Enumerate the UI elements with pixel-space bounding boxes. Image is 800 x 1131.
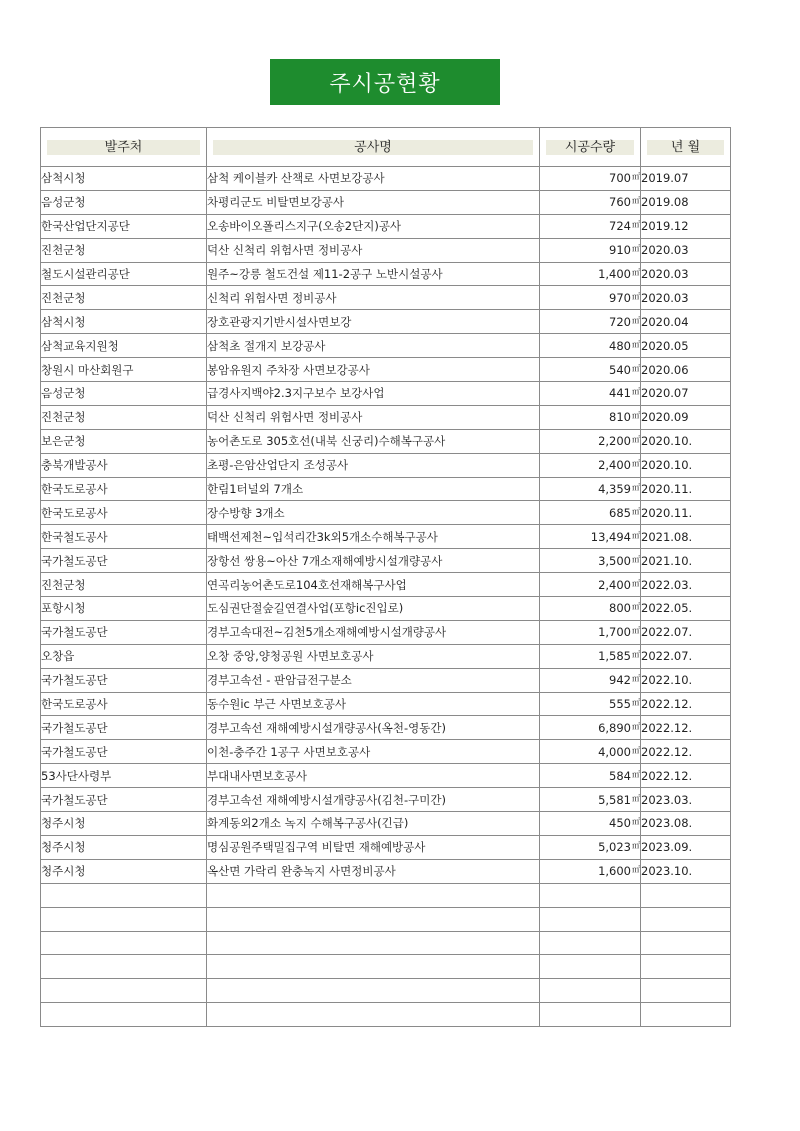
project-name-cell: 명심공원주택밀집구역 비탈면 재해예방공사: [207, 835, 540, 859]
empty-table-row: [41, 1003, 731, 1027]
client-cell: 진천군청: [41, 405, 207, 429]
client-cell: 한국도로공사: [41, 477, 207, 501]
table-row: [41, 405, 731, 429]
empty-table-row: [41, 907, 731, 931]
project-name-cell: 경부고속선 재해예방시설개량공사(김천-구미간): [207, 788, 540, 812]
client-cell: 진천군청: [41, 573, 207, 597]
client-cell: 진천군청: [41, 238, 207, 262]
quantity-value: 2,400: [598, 458, 631, 473]
quantity-cell: [540, 358, 641, 382]
project-name-cell: 장항선 쌍용~아산 7개소재해예방시설개량공사: [207, 549, 540, 573]
table-row: [41, 692, 731, 716]
table-row: [41, 573, 731, 597]
empty-cell: [207, 1003, 540, 1027]
client-cell: 한국도로공사: [41, 692, 207, 716]
project-name-cell: 초평-은암산업단지 조성공사: [207, 453, 540, 477]
client-cell: 음성군청: [41, 190, 207, 214]
quantity-unit: ㎡: [632, 602, 640, 612]
quantity-value: 1,600: [598, 864, 631, 879]
quantity-unit: ㎡: [632, 220, 640, 230]
table-row: [41, 549, 731, 573]
client-cell: 국가철도공단: [41, 549, 207, 573]
quantity-cell: [540, 477, 641, 501]
empty-cell: [41, 955, 207, 979]
quantity-cell: [540, 644, 641, 668]
quantity-value: 700: [609, 171, 631, 186]
quantity-value: 2,200: [598, 434, 631, 449]
quantity-unit: ㎡: [632, 435, 640, 445]
quantity-unit: ㎡: [632, 841, 640, 851]
client-cell: 국가철도공단: [41, 620, 207, 644]
client-cell: 창원시 마산회원구: [41, 358, 207, 382]
client-cell: 철도시설관리공단: [41, 262, 207, 286]
client-cell: 국가철도공단: [41, 668, 207, 692]
quantity-cell: [540, 286, 641, 310]
table-header-row: [41, 128, 731, 167]
quantity-cell: [540, 812, 641, 836]
quantity-value: 1,585: [598, 649, 631, 664]
date-cell: 2021.10.: [641, 549, 731, 573]
project-name-cell: 차평리군도 비탈면보강공사: [207, 190, 540, 214]
table-row: [41, 238, 731, 262]
quantity-unit: ㎡: [632, 578, 640, 588]
table-row: [41, 310, 731, 334]
quantity-cell: [540, 859, 641, 883]
quantity-cell: [540, 740, 641, 764]
client-cell: 삼척시청: [41, 310, 207, 334]
quantity-cell: [540, 262, 641, 286]
empty-cell: [540, 907, 641, 931]
project-name-cell: 동수원ic 부근 사면보호공사: [207, 692, 540, 716]
empty-cell: [540, 883, 641, 907]
project-name-cell: 농어촌도로 305호선(내북 신궁리)수해복구공사: [207, 429, 540, 453]
quantity-value: 6,890: [598, 720, 631, 735]
project-name-cell: 신척리 위험사면 정비공사: [207, 286, 540, 310]
empty-cell: [207, 907, 540, 931]
quantity-unit: ㎡: [632, 196, 640, 206]
date-cell: 2023.10.: [641, 859, 731, 883]
quantity-value: 2,400: [598, 577, 631, 592]
project-name-cell: 삼척초 절개지 보강공사: [207, 334, 540, 358]
quantity-value: 540: [609, 362, 631, 377]
project-name-cell: 오송바이오폴리스지구(오송2단지)공사: [207, 214, 540, 238]
quantity-value: 441: [609, 386, 631, 401]
table-row: [41, 429, 731, 453]
date-cell: 2020.10.: [641, 453, 731, 477]
date-cell: 2020.07: [641, 382, 731, 406]
project-name-cell: 경부고속선 재해예방시설개량공사(옥천-영동간): [207, 716, 540, 740]
table-row: [41, 262, 731, 286]
quantity-value: 5,581: [598, 792, 631, 807]
quantity-unit: ㎡: [632, 817, 640, 827]
table-row: [41, 190, 731, 214]
project-name-cell: 화계동외2개소 녹지 수해복구공사(긴급): [207, 812, 540, 836]
quantity-value: 910: [609, 243, 631, 258]
date-cell: 2020.09: [641, 405, 731, 429]
quantity-cell: [540, 764, 641, 788]
date-cell: 2022.07.: [641, 644, 731, 668]
table-row: [41, 334, 731, 358]
quantity-cell: [540, 238, 641, 262]
client-cell: 음성군청: [41, 382, 207, 406]
page-title: 주시공현황: [270, 59, 500, 105]
empty-cell: [540, 979, 641, 1003]
quantity-value: 685: [609, 505, 631, 520]
project-name-cell: 장수방향 3개소: [207, 501, 540, 525]
empty-cell: [41, 907, 207, 931]
date-cell: 2023.09.: [641, 835, 731, 859]
client-cell: 오창읍: [41, 644, 207, 668]
project-name-cell: 봉암유원지 주차장 사면보강공사: [207, 358, 540, 382]
client-cell: 국가철도공단: [41, 788, 207, 812]
quantity-unit: ㎡: [632, 745, 640, 755]
table-row: [41, 859, 731, 883]
project-name-cell: 도심권단절숲길연결사업(포항ic진입로): [207, 597, 540, 621]
quantity-value: 800: [609, 601, 631, 616]
table-row: [41, 620, 731, 644]
quantity-cell: [540, 716, 641, 740]
quantity-unit: ㎡: [632, 721, 640, 731]
empty-cell: [41, 979, 207, 1003]
project-name-cell: 이천-충주간 1공구 사면보호공사: [207, 740, 540, 764]
quantity-unit: ㎡: [632, 626, 640, 636]
client-cell: 청주시청: [41, 835, 207, 859]
date-cell: 2022.12.: [641, 740, 731, 764]
quantity-unit: ㎡: [632, 865, 640, 875]
empty-table-row: [41, 883, 731, 907]
table-row: [41, 812, 731, 836]
quantity-cell: [540, 214, 641, 238]
date-cell: 2019.08: [641, 190, 731, 214]
project-name-cell: 원주~강릉 철도건설 제11-2공구 노반시설공사: [207, 262, 540, 286]
date-cell: 2019.07: [641, 167, 731, 191]
table-row: [41, 788, 731, 812]
quantity-cell: [540, 788, 641, 812]
date-cell: 2019.12: [641, 214, 731, 238]
table-row: [41, 477, 731, 501]
date-cell: 2020.11.: [641, 477, 731, 501]
date-cell: 2022.12.: [641, 692, 731, 716]
date-cell: 2022.05.: [641, 597, 731, 621]
table-row: [41, 382, 731, 406]
date-cell: 2020.10.: [641, 429, 731, 453]
quantity-cell: [540, 501, 641, 525]
quantity-value: 584: [609, 768, 631, 783]
quantity-value: 480: [609, 338, 631, 353]
empty-cell: [540, 1003, 641, 1027]
header-client: 발주처: [41, 128, 207, 167]
table-row: [41, 286, 731, 310]
quantity-value: 760: [609, 195, 631, 210]
project-name-cell: 연곡리농어촌도로104호선재해복구사업: [207, 573, 540, 597]
date-cell: 2021.08.: [641, 525, 731, 549]
table-row: [41, 740, 731, 764]
date-cell: 2022.03.: [641, 573, 731, 597]
project-name-cell: 삼척 케이블카 산책로 사면보강공사: [207, 167, 540, 191]
empty-table-row: [41, 931, 731, 955]
client-cell: 청주시청: [41, 812, 207, 836]
client-cell: 한국철도공사: [41, 525, 207, 549]
quantity-value: 450: [609, 816, 631, 831]
project-name-cell: 경부고속선 - 판암급전구분소: [207, 668, 540, 692]
date-cell: 2020.04: [641, 310, 731, 334]
quantity-unit: ㎡: [632, 339, 640, 349]
empty-cell: [207, 931, 540, 955]
empty-cell: [540, 955, 641, 979]
project-name-cell: 급경사지백야2.3지구보수 보강사업: [207, 382, 540, 406]
date-cell: 2020.03: [641, 286, 731, 310]
date-cell: 2020.03: [641, 238, 731, 262]
quantity-value: 1,700: [598, 625, 631, 640]
quantity-cell: [540, 597, 641, 621]
empty-cell: [207, 883, 540, 907]
quantity-unit: ㎡: [632, 172, 640, 182]
client-cell: 53사단사령부: [41, 764, 207, 788]
table-row: [41, 525, 731, 549]
date-cell: 2022.07.: [641, 620, 731, 644]
date-cell: 2023.08.: [641, 812, 731, 836]
quantity-unit: ㎡: [632, 244, 640, 254]
header-quantity: 시공수량: [540, 128, 641, 167]
date-cell: 2020.06: [641, 358, 731, 382]
quantity-value: 810: [609, 410, 631, 425]
header-date: 년 월: [641, 128, 731, 167]
quantity-cell: [540, 453, 641, 477]
empty-cell: [41, 883, 207, 907]
project-name-cell: 경부고속대전~김천5개소재해예방시설개량공사: [207, 620, 540, 644]
date-cell: 2022.12.: [641, 716, 731, 740]
project-name-cell: 장호관광지기반시설사면보강: [207, 310, 540, 334]
client-cell: 충북개발공사: [41, 453, 207, 477]
table-row: [41, 716, 731, 740]
table-row: [41, 597, 731, 621]
project-name-cell: 덕산 신척리 위험사면 정비공사: [207, 405, 540, 429]
header-project: 공사명: [207, 128, 540, 167]
date-cell: 2020.05: [641, 334, 731, 358]
table-row: [41, 453, 731, 477]
client-cell: 삼척교육지원청: [41, 334, 207, 358]
date-cell: 2020.11.: [641, 501, 731, 525]
quantity-unit: ㎡: [632, 698, 640, 708]
empty-cell: [641, 883, 731, 907]
quantity-unit: ㎡: [632, 387, 640, 397]
quantity-cell: [540, 405, 641, 429]
quantity-cell: [540, 835, 641, 859]
client-cell: 한국도로공사: [41, 501, 207, 525]
quantity-value: 13,494: [590, 529, 631, 544]
table-row: [41, 501, 731, 525]
table-row: [41, 358, 731, 382]
date-cell: 2022.10.: [641, 668, 731, 692]
table-row: [41, 764, 731, 788]
quantity-unit: ㎡: [632, 506, 640, 516]
date-cell: 2023.03.: [641, 788, 731, 812]
table-row: [41, 167, 731, 191]
client-cell: 국가철도공단: [41, 740, 207, 764]
project-name-cell: 부대내사면보호공사: [207, 764, 540, 788]
empty-cell: [641, 1003, 731, 1027]
empty-table-row: [41, 955, 731, 979]
quantity-cell: [540, 190, 641, 214]
client-cell: 진천군청: [41, 286, 207, 310]
quantity-cell: [540, 692, 641, 716]
empty-cell: [540, 931, 641, 955]
quantity-cell: [540, 668, 641, 692]
client-cell: 한국산업단지공단: [41, 214, 207, 238]
table-row: [41, 835, 731, 859]
empty-table-row: [41, 979, 731, 1003]
quantity-value: 4,000: [598, 744, 631, 759]
client-cell: 국가철도공단: [41, 716, 207, 740]
quantity-unit: ㎡: [632, 769, 640, 779]
quantity-value: 4,359: [598, 482, 631, 497]
quantity-unit: ㎡: [632, 291, 640, 301]
project-name-cell: 덕산 신척리 위험사면 정비공사: [207, 238, 540, 262]
quantity-value: 970: [609, 290, 631, 305]
quantity-unit: ㎡: [632, 793, 640, 803]
quantity-unit: ㎡: [632, 674, 640, 684]
quantity-unit: ㎡: [632, 315, 640, 325]
empty-cell: [641, 907, 731, 931]
date-cell: 2022.12.: [641, 764, 731, 788]
quantity-cell: [540, 334, 641, 358]
quantity-value: 724: [609, 219, 631, 234]
quantity-cell: [540, 429, 641, 453]
quantity-cell: [540, 525, 641, 549]
quantity-cell: [540, 382, 641, 406]
empty-cell: [207, 979, 540, 1003]
quantity-cell: [540, 620, 641, 644]
client-cell: 삼척시청: [41, 167, 207, 191]
client-cell: 청주시청: [41, 859, 207, 883]
quantity-unit: ㎡: [632, 459, 640, 469]
quantity-unit: ㎡: [632, 363, 640, 373]
project-name-cell: 태백선제천~입석리간3k외5개소수해복구공사: [207, 525, 540, 549]
empty-cell: [641, 979, 731, 1003]
quantity-value: 1,400: [598, 267, 631, 281]
empty-cell: [641, 955, 731, 979]
quantity-cell: [540, 573, 641, 597]
quantity-value: 3,500: [598, 553, 631, 568]
table-row: [41, 668, 731, 692]
project-name-cell: 한림1터널외 7개소: [207, 477, 540, 501]
table-row: [41, 644, 731, 668]
date-cell: 2020.03: [641, 262, 731, 286]
quantity-unit: ㎡: [632, 530, 640, 540]
client-cell: 포항시청: [41, 597, 207, 621]
quantity-unit: ㎡: [632, 483, 640, 493]
quantity-unit: ㎡: [632, 650, 640, 660]
project-name-cell: 오창 중앙,양청공원 사면보호공사: [207, 644, 540, 668]
table-row: [41, 214, 731, 238]
quantity-cell: [540, 310, 641, 334]
empty-cell: [41, 931, 207, 955]
quantity-unit: ㎡: [632, 268, 640, 277]
quantity-value: 942: [609, 673, 631, 688]
construction-record-table: [40, 127, 731, 1027]
quantity-value: 5,023: [598, 840, 631, 855]
quantity-cell: [540, 549, 641, 573]
quantity-cell: [540, 167, 641, 191]
empty-cell: [641, 931, 731, 955]
project-name-cell: 옥산면 가락리 완충녹지 사면정비공사: [207, 859, 540, 883]
quantity-value: 555: [609, 697, 631, 712]
quantity-unit: ㎡: [632, 554, 640, 564]
quantity-value: 720: [609, 314, 631, 329]
empty-cell: [41, 1003, 207, 1027]
client-cell: 보은군청: [41, 429, 207, 453]
empty-cell: [207, 955, 540, 979]
quantity-unit: ㎡: [632, 411, 640, 421]
